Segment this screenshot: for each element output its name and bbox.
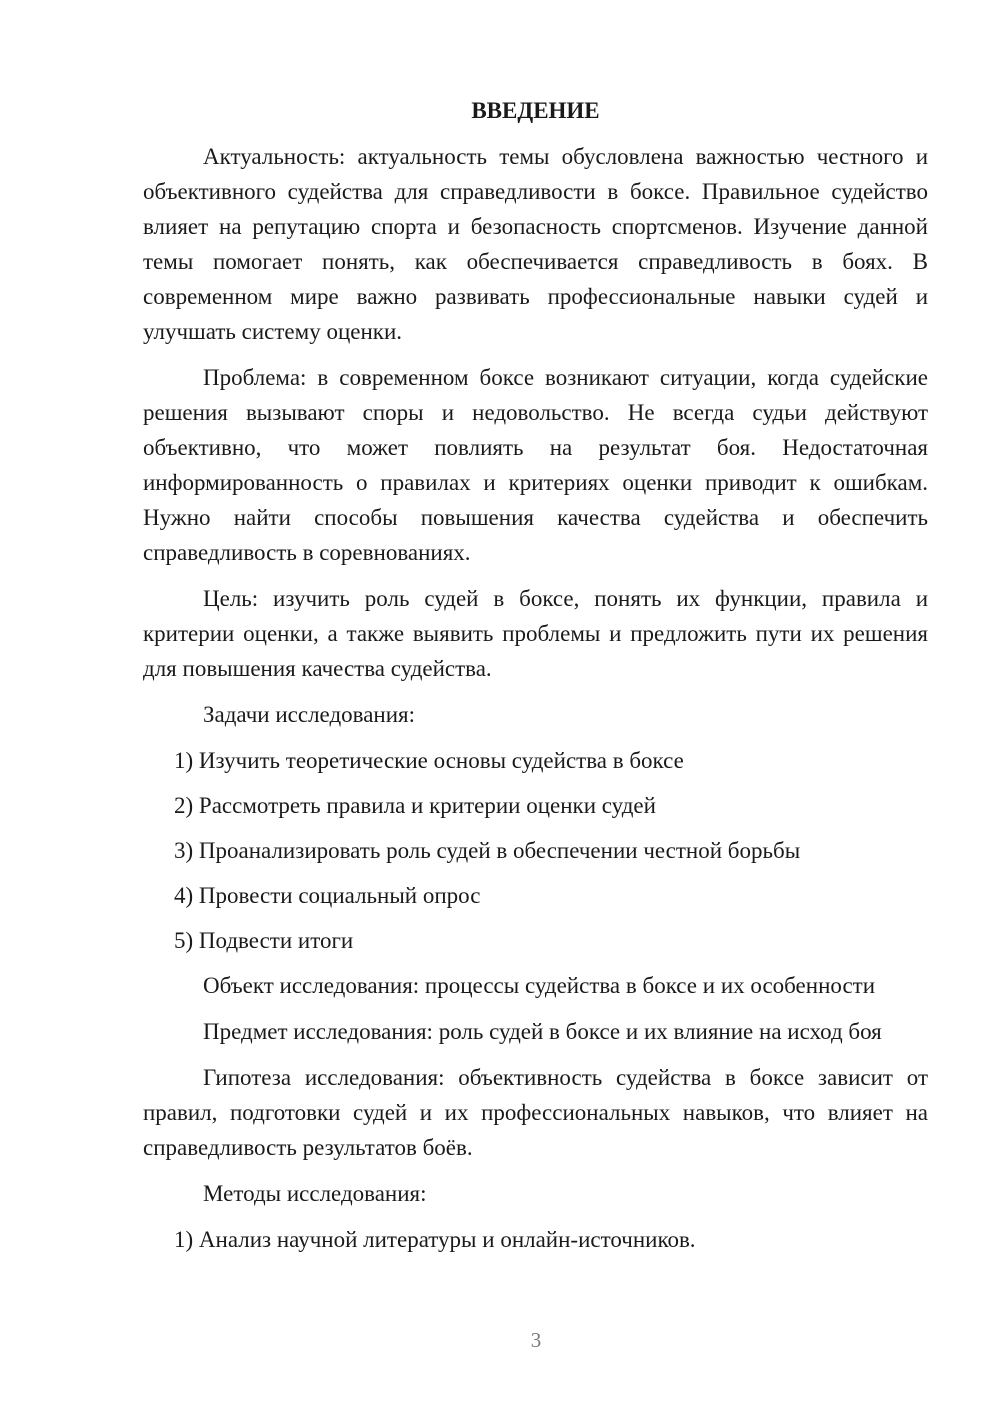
paragraph-goal: Цель: изучить роль судей в боксе, понять их функции, правила и критерии оценки, а также выявить проблемы и предложить пути их решения для повышения качества судейства. (143, 586, 928, 681)
page-number: 3 (530, 1328, 542, 1352)
method-item-1: 1) Анализ научной литературы и онлайн-источников. (174, 1227, 696, 1252)
task-item-3: 3) Проанализировать роль судей в обеспечении честной борьбы (174, 838, 801, 863)
paragraph-relevance: Актуальность: актуальность темы обусловлена важностью честного и объективного судейства для справедливости в боксе. Правильное судейство влияет на репутацию спорта и безопасность спортсменов. Изучение данной темы помогает понять, как обеспечивается справедливость в боях. В современном мире важно развивать профессиональные навыки судей и улучшать систему оценки. (143, 144, 928, 344)
methods-heading: Методы исследования: (203, 1181, 427, 1206)
task-item-1: 1) Изучить теоретические основы судейства в боксе (174, 748, 684, 773)
task-item-5: 5) Подвести итоги (174, 928, 354, 953)
task-item-4: 4) Провести социальный опрос (174, 883, 481, 908)
paragraph-problem: Проблема: в современном боксе возникают ситуации, когда судейские решения вызывают споры и недовольство. Не всегда судьи действуют объективно, что может повлиять на результат боя. Недостаточная информированность о правилах и критериях оценки приводит к ошибкам. Нужно найти способы повышения качества судейства и обеспечить справедливость в соревнованиях. (143, 365, 928, 565)
document-page (143, 93, 928, 1267)
tasks-list (143, 743, 928, 958)
task-item-2: 2) Рассмотреть правила и критерии оценки судей (174, 793, 656, 818)
paragraph-hypothesis: Гипотеза исследования: объективность судейства в боксе зависит от правил, подготовки судей и их профессиональных навыков, что влияет на справедливость результатов боёв. (143, 1065, 928, 1160)
tasks-heading: Задачи исследования: (203, 702, 416, 727)
paragraph-object: Объект исследования: процессы судейства в боксе и их особенности (203, 973, 876, 998)
section-title: ВВЕДЕНИЕ (471, 98, 600, 123)
paragraph-subject: Предмет исследования: роль судей в боксе и их влияние на исход боя (203, 1019, 882, 1044)
methods-list (143, 1222, 928, 1257)
